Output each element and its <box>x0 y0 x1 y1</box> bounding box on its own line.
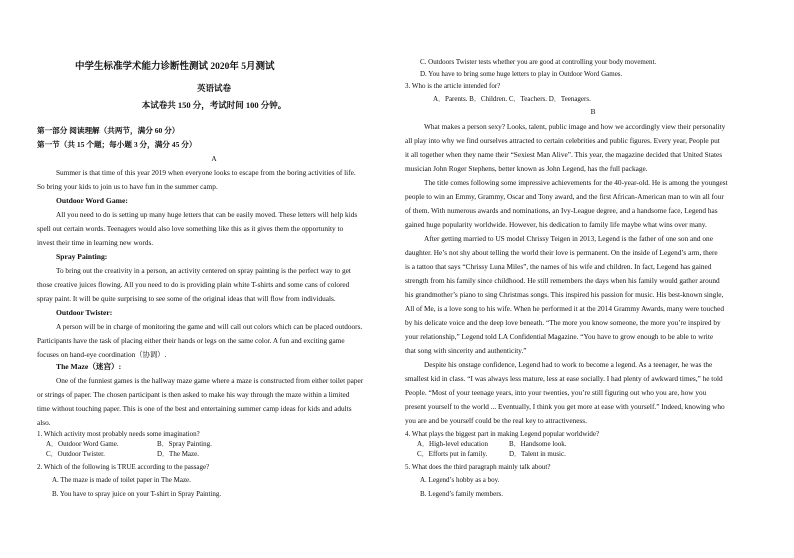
q4-option-b: B．Handsome look. <box>509 440 567 448</box>
paragraph-line: your relationship,” Legend told LA Confidential Magazine. “You have to grow enough to be able to write <box>405 332 714 341</box>
paragraph-line: daughter. He’s not shy about telling the world their love is permanent. On the inside of Legend’s arm, there <box>405 248 718 257</box>
paragraph-line: gained huge popularity worldwide. However, his dedication to family life maybe what wins over many. <box>405 220 707 229</box>
paragraph-line: time without touching paper. This is one of the best and entertaining summer camp ideas for kids and adults <box>37 404 352 413</box>
paragraph-line: To bring out the creativity in a person, an activity centered on spray painting is the perfect way to get <box>56 266 351 275</box>
q1-option-c: C．Outdoor Twister. <box>46 450 105 458</box>
paragraph-line: Participants have the task of placing either their hands or legs on the same color. A fun and exciting game <box>37 336 345 345</box>
paragraph-line: strength from his family since childhood. He still remembers the days when his family would gather around <box>405 276 720 285</box>
paragraph-line: Despite his onstage confidence, Legend had to work to become a legend. As a teenager, he was the <box>424 360 713 369</box>
paragraph-line: people to win an Emmy, Grammy, Oscar and Tony award, and the first African-American man to win all four <box>405 192 724 201</box>
paragraph-line: his grandmother’s piano to sing Christmas songs. This inspired his passion for music. His best-known single, <box>405 290 724 299</box>
paragraph-line: or strings of paper. The chosen participant is then asked to make his way through the maze within a limited <box>37 390 350 399</box>
paragraph-line: The title comes following some impressive achievements for the 40-year-old. He is among the youngest <box>424 178 728 187</box>
paragraph-line: of them. With numerous awards and nominations, an Ivy-League degree, and a handsome face, Legend has <box>405 206 718 215</box>
q4-option-d: D．Talent in music. <box>509 450 566 458</box>
q1-option-d: D．The Maze. <box>157 450 199 458</box>
question-5-stem: 5. What does the third paragraph mainly talk about? <box>405 463 551 471</box>
q1-option-b: B．Spray Painting. <box>157 440 212 448</box>
q4-option-c: C．Efforts put in family. <box>417 450 488 458</box>
section-title: Outdoor Word Game: <box>56 196 128 205</box>
section-title: The Maze（迷宫）: <box>56 362 122 371</box>
section-title: Spray Painting: <box>56 252 108 261</box>
q2-option-b: B. You have to spray juice on your T-shirt in Spray Painting. <box>52 490 222 498</box>
q2-option-d: D. You have to bring some huge letters to play in Outdoor Word Games. <box>420 70 623 78</box>
paragraph-line: So bring your kids to join us to have fun in the summer camp. <box>37 182 218 191</box>
subject-title: 英语试卷 <box>196 83 231 93</box>
paragraph-line: those creative juices flowing. All you need to do is providing plain white T-shirts and some cans of colored <box>37 280 350 289</box>
paragraph-line: spell out certain words. Teenagers would also love something like this as it gives them the opportunity to <box>37 224 344 233</box>
question-1-stem: 1. Which activity most probably needs some imagination? <box>37 430 200 438</box>
paragraph-line: After getting married to US model Chrissy Teigen in 2013, Legend is the father of one son and one <box>424 234 713 243</box>
paragraph-line: smallest kid in class. “I was always less mature, less at ease socially. I had plenty of awkward times,” he told <box>405 374 723 383</box>
paragraph-line: present yourself to the world ... Eventually, I think you get more at ease with yourself.” Indeed, knowing who <box>405 402 725 411</box>
paragraph-line: What makes a person sexy? Looks, talent, public image and how we accordingly view their personality <box>424 122 726 131</box>
paragraph-line: All of Me, is a love song to his wife. When he performed it at the 2014 Grammy Awards, many were touched <box>405 304 724 313</box>
paragraph-line: is a tattoo that says “Chrissy Luna Miles”, the names of his wife and children. In fact, Legend has gained <box>405 262 712 271</box>
question-2-stem: 2. Which of the following is TRUE according to the passage? <box>37 463 210 471</box>
paragraph-line: spray paint. It will be quite surprising to see some of the original ideas that will flow from individuals. <box>37 294 336 303</box>
passage-letter-b: B <box>590 107 596 116</box>
q5-option-b: B. Legend’s family members. <box>420 490 504 498</box>
paragraph-line: A person will be in charge of monitoring the game and will call out colors which can be placed outdoors. <box>56 322 363 331</box>
paragraph-line: by his delicate voice and the deep love beneath. “The more you know someone, the more you’re inspired by <box>405 318 721 327</box>
paragraph-line: invest their time in learning new words. <box>37 238 154 247</box>
part-heading: 第一部分 阅读理解（共两节，满分 60 分） <box>37 126 180 135</box>
paragraph-line: all play into why we find ourselves attracted to certain celebrities and public figures. Every year, People put <box>405 136 720 145</box>
passage-letter-a: A <box>211 154 217 163</box>
paragraph-line: All you need to do is setting up many huge letters that can be easily moved. These letters will help kids <box>56 210 358 219</box>
q2-option-c: C. Outdoors Twister tests whether you are good at controlling your body movement. <box>420 58 657 66</box>
paragraph-line: musician John Roger Stephens, better known as John Legend, has the full package. <box>405 164 648 173</box>
exam-info: 本试卷共 150 分，考试时间 100 分钟。 <box>141 100 287 110</box>
page-title: 中学生标准学术能力诊断性测试 2020年 5月测试 <box>75 62 275 72</box>
q1-option-a: A．Outdoor Word Game. <box>46 440 119 448</box>
q4-option-a: A．High-level education <box>417 440 488 448</box>
question-3-stem: 3. Who is the article intended for? <box>405 82 501 90</box>
paragraph-line: also. <box>37 418 51 427</box>
q5-option-a: A. Legend’s hobby as a boy. <box>420 476 500 484</box>
q3-options: A．Parents. B．Children. C．Teachers. D．Teenagers. <box>433 95 591 103</box>
section-title: Outdoor Twister: <box>56 308 113 317</box>
paragraph-line: you are and be yourself could be the real key to attractiveness. <box>405 416 587 425</box>
section-heading: 第一节（共 15 个题；每小题 3 分，满分 45 分） <box>37 140 197 149</box>
question-4-stem: 4. What plays the biggest part in making Legend popular worldwide? <box>405 430 600 438</box>
q2-option-a: A. The maze is made of toilet paper in The Maze. <box>52 476 191 484</box>
paragraph-line: One of the funniest games is the hallway maze game where a maze is constructed from either toilet paper <box>56 376 364 385</box>
paragraph-line: that song with sincerity and authenticity.” <box>405 346 527 355</box>
paragraph-line: People. “Most of your teenage years, into your twenties, you’re still figuring out who you are, how you <box>405 388 707 397</box>
paragraph-line: it all together when they name their “Sexiest Man Alive”. This year, the magazine decided that United States <box>405 150 723 159</box>
paragraph-line: Summer is that time of this year 2019 when everyone looks to escape from the boring activities of life. <box>56 168 356 177</box>
paragraph-line: focuses on hand-eye coordination（协调）. <box>37 350 167 359</box>
